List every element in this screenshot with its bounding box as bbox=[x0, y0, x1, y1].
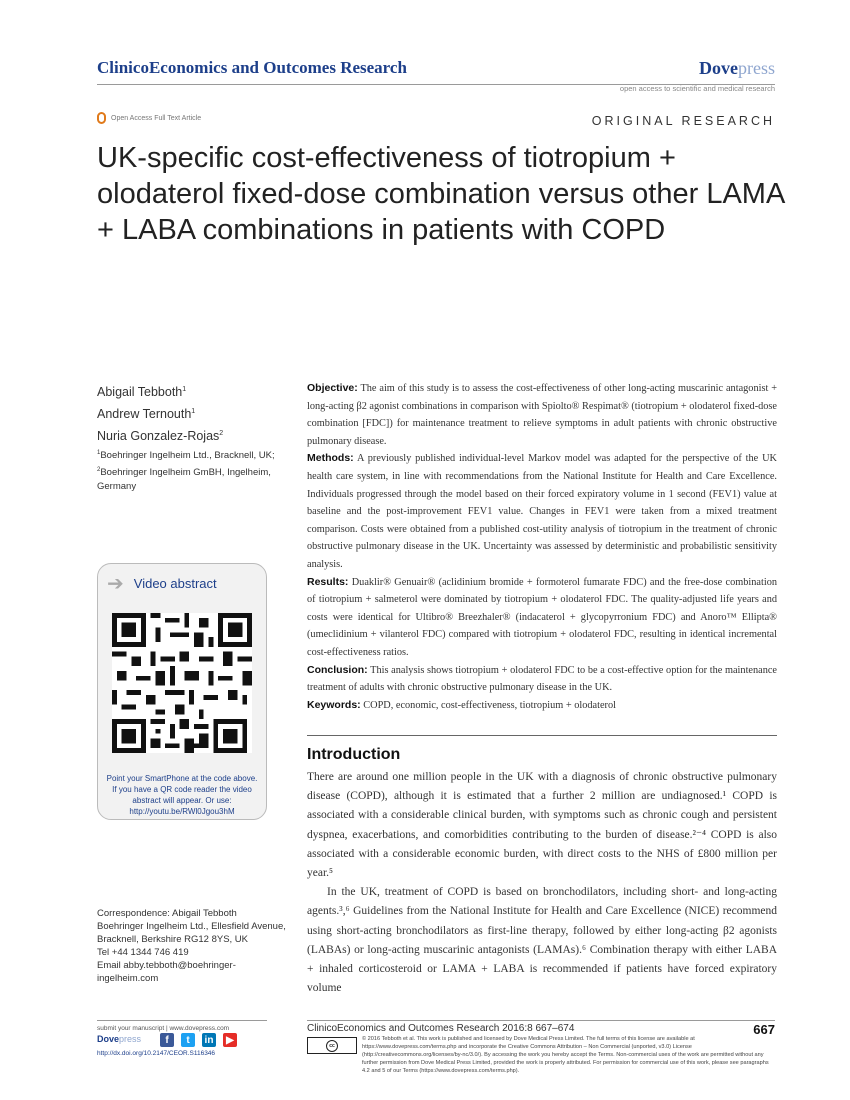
creative-commons-icon[interactable] bbox=[307, 1037, 357, 1054]
intro-paragraph-1: There are around one million people in the UK with a diagnosis of chronic obstructive pulmonary disease (COPD), although it is estimated that a further 2 million are undiagnosed.¹ COPD is associated with a considerable clinical burden, with symptoms such as chronic cough and persistent dyspnea, exacerbations, and comorbidities contributing to the burden of disease.²⁻⁴ COPD is also associated with a considerable economic burden, with direct costs to the NHS of £800 million per year.⁵ bbox=[307, 771, 777, 880]
keywords-label: Keywords: bbox=[307, 698, 361, 711]
introduction-body bbox=[307, 768, 777, 998]
methods-text: A previously published individual-level Markov model was adapted for the perspective of the UK health care system, in line with recommendations from the National Institute for Health and Care Excellence. Individuals progressed through the model based on their forced expiratory volume in 1 second (FEV1) value at baseline and the post-improvement FEV1 value. Changes in FEV1 were taken from a mixed treatment comparison. Costs were obtained from a published cost-utility analysis of tiotropium in the treatment of chronic obstructive pulmonary disease in the UK. Uncertainty was assessed by deterministic and probabilistic sensitivity analysis. bbox=[307, 453, 777, 570]
linkedin-icon[interactable]: in bbox=[202, 1033, 216, 1047]
submit-manuscript-link[interactable]: submit your manuscript | www.dovepress.com bbox=[97, 1025, 230, 1032]
objective-text: The aim of this study is to assess the cost-effectiveness of other long-acting muscarinic antagonist + long-acting β2 agonist combinations in comparison with Spiolto® Respimat® (tiotropium + olodaterol fixed-dose combination [FDC]) for maintenance treatment to relieve symptoms in adult patients with chronic obstructive pulmonary disease. bbox=[307, 383, 778, 447]
conclusion-text: This analysis shows tiotropium + olodaterol FDC to be a cost-effective option for the maintenance treatment of adults with chronic obstructive pulmonary disease in the UK. bbox=[307, 664, 778, 694]
license-text: © 2016 Tebboth et al. This work is published and licensed by Dove Medical Press Limited. The full terms of this license are available at https://www.dovepress.com/terms.php and incorporate the Creative Commons Attribution – Non Commercial (unported, v3.0) License (http://creativecommons.org/licenses/by-nc/3.0/). By accessing the work you hereby accept the Terms. Non-commercial uses of the work are permitted without any further permission from Dove Medical Press Limited, provided the work is properly attributed. For permission for commercial use of this work, please see paragraphs 4.2 and 5 of our Terms (https://www.dovepress.com/terms.php). bbox=[362, 1036, 769, 1074]
keywords-text: COPD, economic, cost-effectiveness, tiotropium + olodaterol bbox=[363, 699, 616, 711]
author-2: Andrew Ternouth$^1$ bbox=[97, 407, 196, 422]
footer-divider-left bbox=[97, 1020, 267, 1021]
author-1: Abigail Tebboth$^1$ bbox=[97, 385, 187, 400]
cc-circle-icon: cc bbox=[326, 1040, 338, 1052]
open-access-badge bbox=[97, 112, 201, 124]
facebook-icon[interactable]: f bbox=[160, 1033, 174, 1047]
doi-link[interactable]: http://dx.doi.org/10.2147/CEOR.S116346 bbox=[97, 1050, 216, 1057]
twitter-icon[interactable]: t bbox=[181, 1033, 195, 1047]
open-access-label: Open Access Full Text Article bbox=[111, 114, 202, 122]
author-list bbox=[97, 380, 223, 446]
results-label: Results: bbox=[307, 575, 349, 588]
video-caption: Point your SmartPhone at the code above. If you have a QR code reader the video abstract will appear. Or use: http://youtu.be/RWl0Jgou3hM bbox=[106, 774, 258, 816]
methods-label: Methods: bbox=[307, 452, 354, 465]
page-number: 667 bbox=[753, 1022, 775, 1037]
correspondence-email[interactable]: Email abby.tebboth@boehringer-ingelheim.com bbox=[97, 960, 236, 984]
journal-reference: ClinicoEconomics and Outcomes Research 2016:8 667–674 bbox=[307, 1023, 575, 1034]
video-abstract-label: Video abstract bbox=[133, 576, 217, 591]
article-type: ORIGINAL RESEARCH bbox=[591, 114, 775, 128]
social-links bbox=[160, 1033, 237, 1047]
open-access-icon bbox=[97, 112, 106, 124]
youtube-icon[interactable]: ▶ bbox=[223, 1033, 237, 1047]
qr-code-icon[interactable] bbox=[112, 613, 252, 753]
video-abstract-link[interactable] bbox=[107, 572, 217, 595]
affiliations: $^1$Boehringer Ingelheim Ltd., Bracknell, UK; $^2$Boehringer Ingelheim GmBH, Ingelheim, Germany bbox=[97, 450, 275, 493]
journal-name[interactable]: ClinicoEconomics and Outcomes Research bbox=[97, 58, 407, 77]
footer-divider-right bbox=[307, 1020, 775, 1021]
objective-label: Objective: bbox=[307, 382, 358, 394]
video-url-link[interactable]: http://youtu.be/RWl0Jgou3hM bbox=[129, 807, 235, 816]
arrow-right-icon: ➔ bbox=[107, 572, 124, 595]
correspondence: Correspondence: Abigail Tebboth Boehringer Ingelheim Ltd., Ellesfield Avenue, Bracknell, Berkshire RG12 8YS, UK Tel +44 1344 746 419 Email abby.tebboth@boehringer-ingelheim.com bbox=[97, 908, 286, 984]
article-title: UK-specific cost-effectiveness of tiotropium + olodaterol fixed-dose combination versus other LAMA + LABA combinations in patients with COPD bbox=[97, 142, 784, 246]
abstract-divider bbox=[307, 735, 777, 736]
abstract bbox=[307, 380, 777, 714]
publisher-logo-press: press bbox=[738, 58, 775, 78]
conclusion-label: Conclusion: bbox=[307, 663, 368, 676]
results-text: Duaklir® Genuair® (aclidinium bromide + formoterol fumarate FDC) and the free-dose combination of tiotropium + salmeterol were dominated by tiotropium + olodaterol FDC. The quality-adjusted life years and costs were identical for Ultibro® Breezhaler® (indacaterol + glycopyrronium FDC) and Anoro™ Ellipta® (umeclidinium + vilanterol FDC) compared with tiotropium + olodaterol FDC, resulting in identical incremental cost-effectiveness ratios. bbox=[307, 576, 777, 658]
intro-paragraph-2: In the UK, treatment of COPD is based on bronchodilators, including short- and long-acting agents.³,⁶ Guidelines from the National Institute for Health and Care Excellence (NICE) recommend using short-acting bronchodilators as first-line therapy, followed by either long-acting β2 agonists (LABAs) or long-acting muscarinic antagonists (LAMAs).⁶ Combination therapy with either LABA + inhaled corticosteroid or LAMA + LABA is recommended if patients have forced expiratory volume bbox=[307, 886, 777, 995]
introduction-heading: Introduction bbox=[307, 746, 401, 763]
author-3: Nuria Gonzalez-Rojas$^2$ bbox=[97, 429, 224, 444]
footer-logo[interactable]: Dovepress bbox=[97, 1034, 142, 1044]
publisher-logo[interactable] bbox=[699, 58, 775, 79]
publisher-tagline: open access to scientific and medical research bbox=[619, 84, 775, 93]
publisher-logo-dove: Dove bbox=[699, 58, 738, 78]
